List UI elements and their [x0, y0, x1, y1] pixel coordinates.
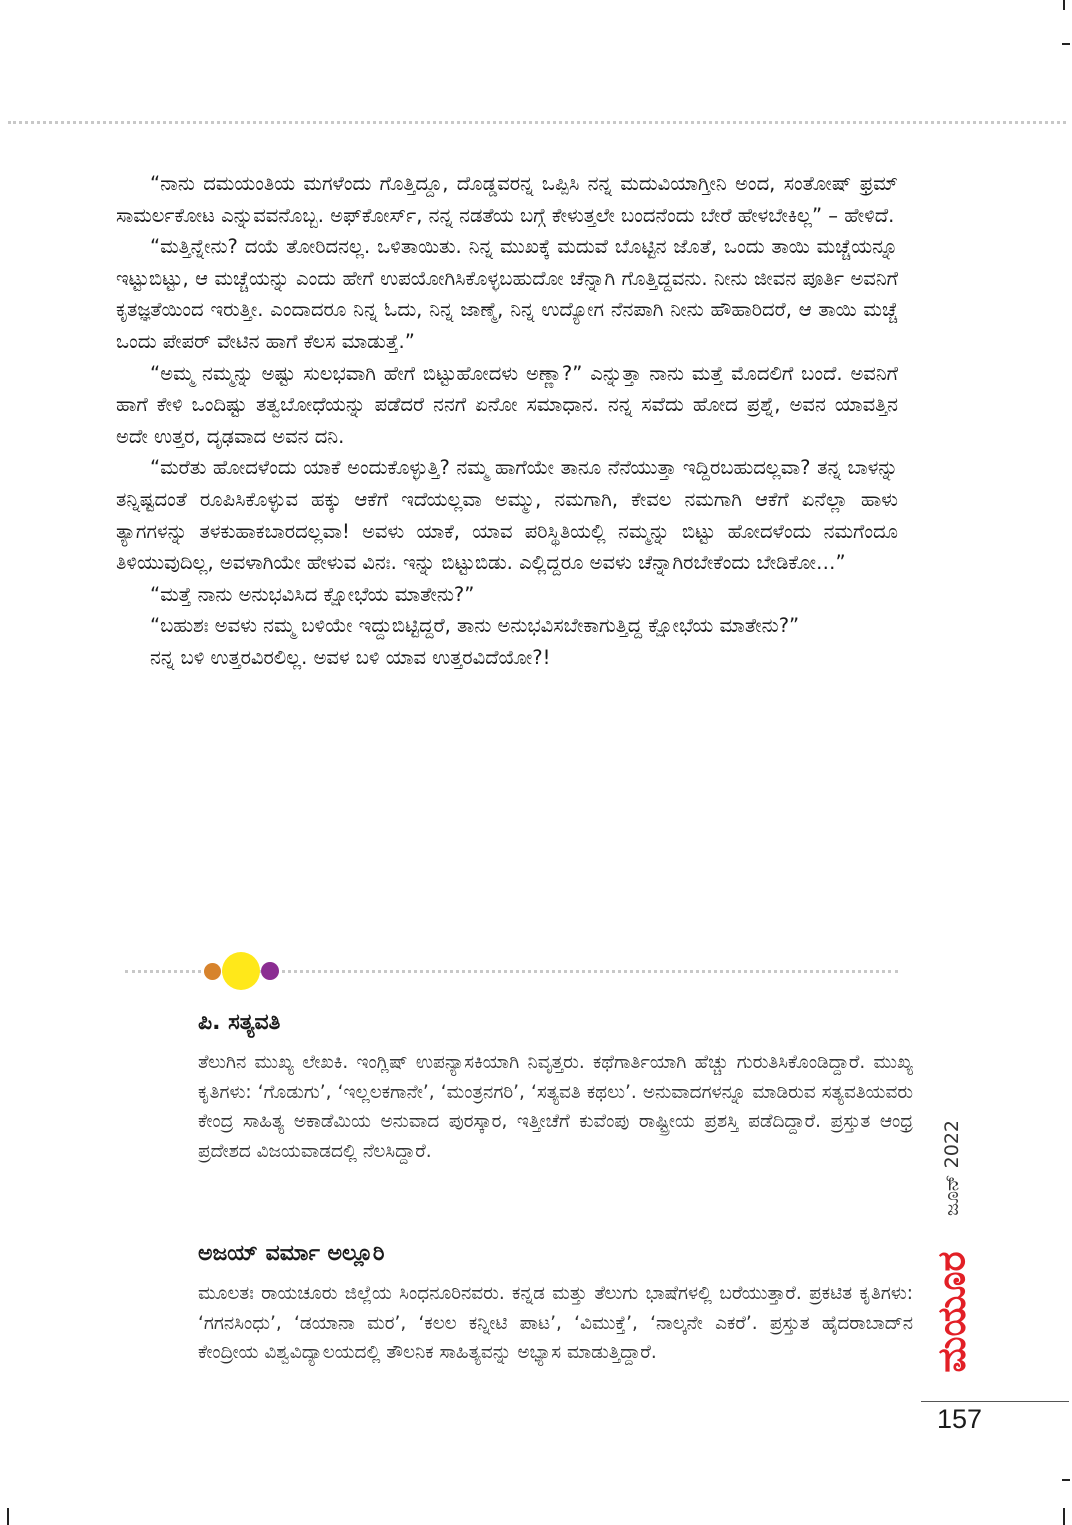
story-paragraph: ನನ್ನ ಬಳಿ ಉತ್ತರವಿರಲಿಲ್ಲ. ಅವಳ ಬಳಿ ಯಾವ ಉತ್ತರವಿದೆಯೋ?!: [150, 645, 551, 669]
crop-mark: [7, 1508, 9, 1525]
author-name: ಪಿ. ಸತ್ಯವತಿ: [198, 1010, 281, 1035]
story-paragraph: “ಮತ್ತೆ ನಾನು ಅನುಭವಿಸಿದ ಕ್ಷೋಭೆಯ ಮಾತೇನು?”: [150, 582, 475, 606]
issue-date-text: ಜೂನ್ 2022: [941, 1119, 963, 1217]
crop-mark: [1063, 0, 1065, 10]
story-paragraph: “ಅಮ್ಮ ನಮ್ಮನ್ನು ಅಷ್ಟು ಸುಲಭವಾಗಿ ಹೇಗೆ ಬಿಟ್ಟುಹೋದಳು ಅಣ್ಣಾ?” ಎನ್ನುತ್ತಾ ನಾನು ಮತ್ತೆ ಮೊದಲಿಗೆ ಬಂದೆ. ಅವನಿಗೆ ಹಾಗೆ ಕೇಳಿ ಒಂದಿಷ್ಟು ತತ್ವಬೋಧೆಯನ್ನು ಪಡೆದರೆ ನನಗೆ ಏನೋ ಸಮಾಧಾನ. ನನ್ನ ಸವೆದು ಹೋದ ಪ್ರಶ್ನೆ, ಅವನ ಯಾವತ್ತಿನ ಅದೇ ಉತ್ತರ, ದೃಢವಾದ ಅವನ ದನಿ.: [116, 361, 898, 448]
page-number: 157: [937, 1404, 983, 1434]
crop-mark: [1062, 1479, 1070, 1481]
story-paragraph: “ಮತ್ತಿನ್ನೇನು? ದಯೆ ತೋರಿದನಲ್ಲ. ಒಳಿತಾಯಿತು. ನಿನ್ನ ಮುಖಕ್ಕೆ ಮದುವೆ ಬೊಟ್ಟಿನ ಜೊತೆ, ಒಂದು ತಾಯಿ ಮಚ್ಚೆಯನ್ನೂ ಇಟ್ಟುಬಿಟ್ಟು, ಆ ಮಚ್ಚೆಯನ್ನು ಎಂದು ಹೇಗೆ ಉಪಯೋಗಿಸಿಕೊಳ್ಳಬಹುದೋ ಚೆನ್ನಾಗಿ ಗೊತ್ತಿದ್ದವನು. ನೀನು ಜೀವನ ಪೂರ್ತಿ ಅವನಿಗೆ ಕೃತಜ್ಞತೆಯಿಂದ ಇರುತ್ತೀ. ಎಂದಾದರೂ ನಿನ್ನ ಓದು, ನಿನ್ನ ಜಾಣ್ಮೆ, ನಿನ್ನ ಉದ್ಯೋಗ ನೆನಪಾಗಿ ನೀನು ಹೌಹಾರಿದರೆ, ಆ ತಾಯಿ ಮಚ್ಚೆ ಒಂದು ಪೇಪರ್ ವೇಟಿನ ಹಾಗೆ ಕೆಲಸ ಮಾಡುತ್ತೆ.”: [116, 235, 898, 353]
translator-bio: [198, 1239, 913, 1368]
story-paragraph: “ನಾನು ದಮಯಂತಿಯ ಮಗಳೆಂದು ಗೊತ್ತಿದ್ದೂ, ದೊಡ್ಡವರನ್ನ ಒಪ್ಪಿಸಿ ನನ್ನ ಮದುವಿಯಾಗ್ತೀನಿ ಅಂದ, ಸಂತೋಷ್ ಫ್ರಮ್ ಸಾಮರ್ಲಕೋಟ ಎನ್ನುವವನೊಬ್ಬ. ಅಫ್‌ಕೋರ್ಸ್, ನನ್ನ ನಡತೆಯ ಬಗ್ಗೆ ಕೇಳುತ್ತಲೇ ಬಂದನೆಂದು ಬೇರೆ ಹೇಳಬೇಕಿಲ್ಲ” – ಹೇಳಿದೆ.: [116, 172, 898, 227]
translator-bio-text: ಮೂಲತಃ ರಾಯಚೂರು ಜಿಲ್ಲೆಯ ಸಿಂಧನೂರಿನವರು. ಕನ್ನಡ ಮತ್ತು ತೆಲುಗು ಭಾಷೆಗಳಲ್ಲಿ ಬರೆಯುತ್ತಾರೆ. ಪ್ರಕಟಿತ ಕೃತಿಗಳು: ‘ಗಗನಸಿಂಧು’, ‘ಡಯಾನಾ ಮರ’, ‘ಕಲಲ ಕನ್ನೀಟಿ ಪಾಟ’, ‘ವಿಮುಕ್ತೆ’, ‘ನಾಲ್ಕನೇ ಎಕರೆ’. ಪ್ರಸ್ತುತ ಹೈದರಾಬಾದ್‌ನ ಕೇಂದ್ರೀಯ ವಿಶ್ವವಿದ್ಯಾಲಯದಲ್ಲಿ ತೌಲನಿಕ ಸಾಹಿತ್ಯವನ್ನು ಅಭ್ಯಾಸ ಮಾಡುತ್ತಿದ್ದಾರೆ.: [198, 1283, 913, 1363]
purple-dot-ornament: [261, 962, 279, 980]
story-paragraph: “ಮರೆತು ಹೋದಳೆಂದು ಯಾಕೆ ಅಂದುಕೊಳ್ಳುತ್ತಿ? ನಮ್ಮ ಹಾಗೆಯೇ ತಾನೂ ನೆನೆಯುತ್ತಾ ಇದ್ದಿರಬಹುದಲ್ಲವಾ? ತನ್ನ ಬಾಳನ್ನು ತನ್ನಿಷ್ಟದಂತೆ ರೂಪಿಸಿಕೊಳ್ಳುವ ಹಕ್ಕು ಆಕೆಗೆ ಇದೆಯಲ್ಲವಾ ಅಮ್ಮು, ನಮಗಾಗಿ, ಕೇವಲ ನಮಗಾಗಿ ಆಕೆಗೆ ಏನೆಲ್ಲಾ ಹಾಳು ತ್ಯಾಗಗಳನ್ನು ತಳಕುಹಾಕಬಾರದಲ್ಲವಾ! ಅವಳು ಯಾಕೆ, ಯಾವ ಪರಿಸ್ಥಿತಿಯಲ್ಲಿ ನಮ್ಮನ್ನು ಬಿಟ್ಟು ಹೋದಳೆಂದು ನಮಗೆಂದೂ ತಿಳಿಯುವುದಿಲ್ಲ, ಅವಳಾಗಿಯೇ ಹೇಳುವ ವಿನಃ. ಇನ್ನು ಬಿಟ್ಟುಬಿಡು. ಎಲ್ಲಿದ್ದರೂ ಅವಳು ಚೆನ್ನಾಗಿರಬೇಕೆಂದು ಬೇಡಿಕೋ…”: [116, 456, 898, 575]
author-bio-text: ತೆಲುಗಿನ ಮುಖ್ಯ ಲೇಖಕಿ. ಇಂಗ್ಲಿಷ್ ಉಪನ್ಯಾಸಕಿಯಾಗಿ ನಿವೃತ್ತರು. ಕಥೆಗಾರ್ತಿಯಾಗಿ ಹೆಚ್ಚು ಗುರುತಿಸಿಕೊಂಡಿದ್ದಾರೆ. ಮುಖ್ಯ ಕೃತಿಗಳು: ‘ಗೊಡುಗು’, ‘ಇಲ್ಲಲಕಗಾನೇ’, ‘ಮಂತ್ರನಗರಿ’, ‘ಸತ್ಯವತಿ ಕಥಲು’. ಅನುವಾದಗಳನ್ನೂ ಮಾಡಿರುವ ಸತ್ಯವತಿಯವರು ಕೇಂದ್ರ ಸಾಹಿತ್ಯ ಅಕಾಡೆಮಿಯ ಅನುವಾದ ಪುರಸ್ಕಾರ, ಇತ್ತೀಚೆಗೆ ಕುವೆಂಪು ರಾಷ್ಟ್ರೀಯ ಪ್ರಶಸ್ತಿ ಪಡೆದಿದ್ದಾರೆ. ಪ್ರಸ್ತುತ ಆಂಧ್ರ ಪ್ರದೇಶದ ವಿಜಯವಾಡದಲ್ಲಿ ನೆಲಸಿದ್ದಾರೆ.: [198, 1052, 913, 1162]
story-text: [116, 168, 898, 674]
magazine-name: ಮಯೂರ: [929, 1251, 974, 1373]
translator-name: ಅಜಯ್ ವರ್ಮಾ ಅಲ್ಲೂರಿ: [198, 1241, 385, 1266]
crop-mark: [1062, 43, 1070, 45]
story-paragraph: “ಬಹುಶಃ ಅವಳು ನಮ್ಮ ಬಳಿಯೇ ಇದ್ದುಬಿಟ್ಟಿದ್ದರೆ, ತಾನು ಅನುಭವಿಸಬೇಕಾಗುತ್ತಿದ್ದ ಕ್ಷೋಭೆಯ ಮಾತೇನು?”: [150, 614, 800, 638]
yellow-dot-ornament: [222, 952, 260, 990]
top-dotted-rule: [8, 121, 1066, 124]
orange-dot-ornament: [204, 963, 221, 980]
crop-mark: [1063, 1508, 1065, 1525]
author-bio: [198, 1008, 913, 1166]
